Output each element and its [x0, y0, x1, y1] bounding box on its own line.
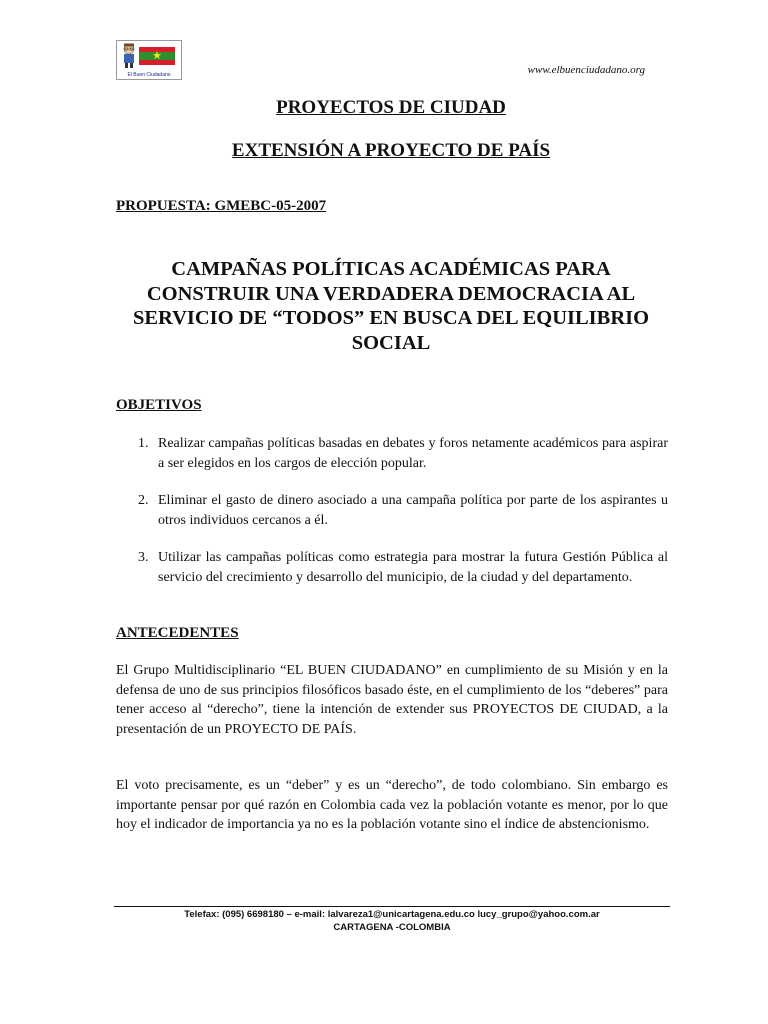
proposal-code: PROPUESTA: GMEBC-05-2007 — [116, 198, 327, 214]
footer-city: CARTAGENA -COLOMBIA — [333, 922, 451, 933]
list-item-text: Realizar campañas políticas basadas en debates y foros netamente académicos para aspirar a ser elegidos en los cargos de elección popular. — [158, 436, 668, 471]
footer-divider — [114, 906, 670, 907]
campaign-title: CAMPAÑAS POLÍTICAS ACADÉMICAS PARA CONSTRUIR UNA VERDADERA DEMOCRACIA AL SERVICIO DE “TODOS” EN BUSCA DEL EQUILIBRIO SOCIAL — [132, 258, 650, 354]
list-item-text: Utilizar las campañas políticas como estrategia para mostrar la futura Gestión Pública al servicio del crecimiento y desarrollo del municipio, de la ciudad y del departamento. — [158, 550, 668, 585]
list-item-number: 2. — [138, 493, 149, 508]
objectives-heading: OBJETIVOS — [116, 397, 202, 413]
main-title: PROYECTOS DE CIUDAD — [276, 97, 506, 118]
footer-contact: Telefax: (095) 6698180 – e-mail: lalvareza1@unicartagena.edu.co lucy_grupo@yahoo.com.ar — [184, 909, 600, 920]
flag-icon — [139, 47, 175, 65]
list-item-text: Eliminar el gasto de dinero asociado a una campaña política por parte de los aspirantes u otros individuos cercanos a él. — [158, 493, 668, 528]
list-item — [116, 548, 668, 587]
logo — [116, 40, 182, 80]
antecedentes-paragraph-1: El Grupo Multidisciplinario “EL BUEN CIUDADANO” en cumplimiento de su Misión y en la defensa de uno de sus principios filosóficos basado éste, en el cumplimiento de los “deberes” para tener acceso al “derecho”, tiene la intención de extender sus PROYECTOS DE CIUDAD, a la presentación de un PROYECTO DE PAÍS. — [116, 663, 668, 737]
boy-icon — [120, 43, 138, 69]
logo-caption: El Buen Ciudadano — [127, 72, 171, 78]
website-url[interactable]: www.elbuenciudadano.org — [527, 64, 645, 76]
list-item-number: 3. — [138, 550, 149, 565]
list-item — [116, 434, 668, 473]
antecedentes-paragraph-2: El voto precisamente, es un “deber” y es un “derecho”, de todo colombiano. Sin embargo es importante pensar por qué razón en Colombia cada vez la población votante es menor, por lo que hoy el indicador de importancia ya no es la población votante sino el índice de abstencionismo. — [116, 778, 668, 832]
antecedentes-heading: ANTECEDENTES — [116, 625, 239, 641]
list-item — [116, 491, 668, 530]
sub-title: EXTENSIÓN A PROYECTO DE PAÍS — [231, 140, 551, 161]
objectives-list — [116, 434, 668, 605]
list-item-number: 1. — [138, 436, 149, 451]
star-icon: ★ — [152, 49, 162, 62]
